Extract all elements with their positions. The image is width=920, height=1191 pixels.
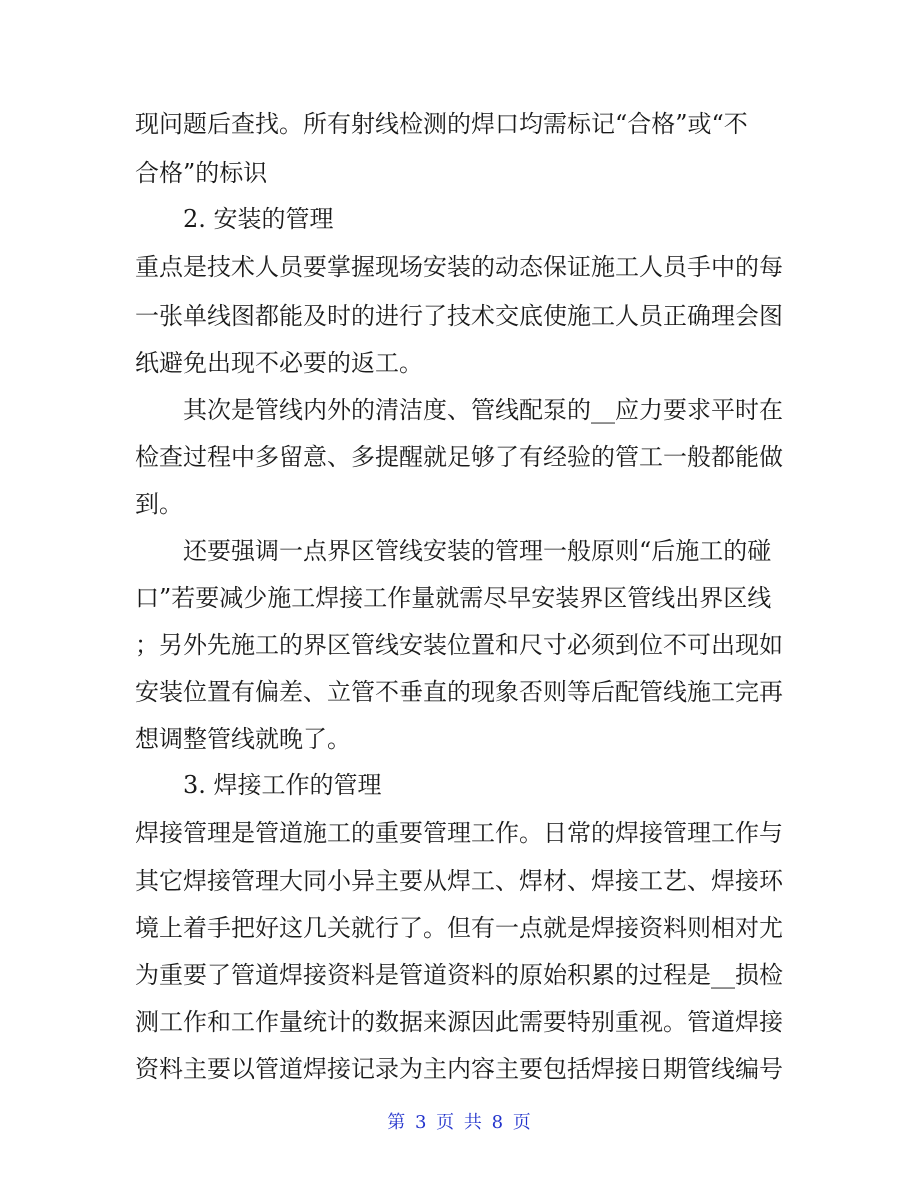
text-line: 检查过程中多留意、多提醒就足够了有经验的管工一般都能做 xyxy=(135,443,783,471)
text-line: ；另外先施工的界区管线安装位置和尺寸必须到位不可出现如 xyxy=(135,631,783,659)
text-line: 现问题后查找。所有射线检测的焊口均需标记“合格”或“不 xyxy=(135,110,748,138)
section-heading: 3. 焊接工作的管理 xyxy=(183,771,382,799)
text-line: 资料主要以管道焊接记录为主内容主要包括焊接日期管线编号 xyxy=(135,1055,783,1083)
text-line: 合格”的标识 xyxy=(135,159,268,187)
text-line: 测工作和工作量统计的数据来源因此需要特别重视。管道焊接 xyxy=(135,1008,783,1036)
page-number-footer: 第 3 页 共 8 页 xyxy=(387,1112,533,1133)
text-line: 到。 xyxy=(135,490,183,518)
text-line: 重点是技术人员要掌握现场安装的动态保证施工人员手中的每 xyxy=(135,253,783,281)
text-line: 纸避免出现不必要的返工。 xyxy=(135,349,423,377)
text-line: 其它焊接管理大同小异主要从焊工、焊材、焊接工艺、焊接环 xyxy=(135,867,783,895)
text-line: 口”若要减少施工焊接工作量就需尽早安装界区管线出界区线 xyxy=(135,584,772,612)
text-line: 为重要了管道焊接资料是管道资料的原始积累的过程是__损检 xyxy=(135,961,783,989)
text-line: 一张单线图都能及时的进行了技术交底使施工人员正确理会图 xyxy=(135,302,783,330)
section-heading: 2. 安装的管理 xyxy=(183,205,334,233)
text-line: 境上着手把好这几关就行了。但有一点就是焊接资料则相对尤 xyxy=(135,914,783,942)
text-line: 还要强调一点界区管线安装的管理一般原则“后施工的碰 xyxy=(183,537,772,565)
text-line: 想调整管线就晚了。 xyxy=(135,725,351,753)
text-line: 焊接管理是管道施工的重要管理工作。日常的焊接管理工作与 xyxy=(135,819,783,847)
text-line: 其次是管线内外的清洁度、管线配泵的__应力要求平时在 xyxy=(183,396,783,424)
text-line: 安装位置有偏差、立管不垂直的现象否则等后配管线施工完再 xyxy=(135,678,783,706)
